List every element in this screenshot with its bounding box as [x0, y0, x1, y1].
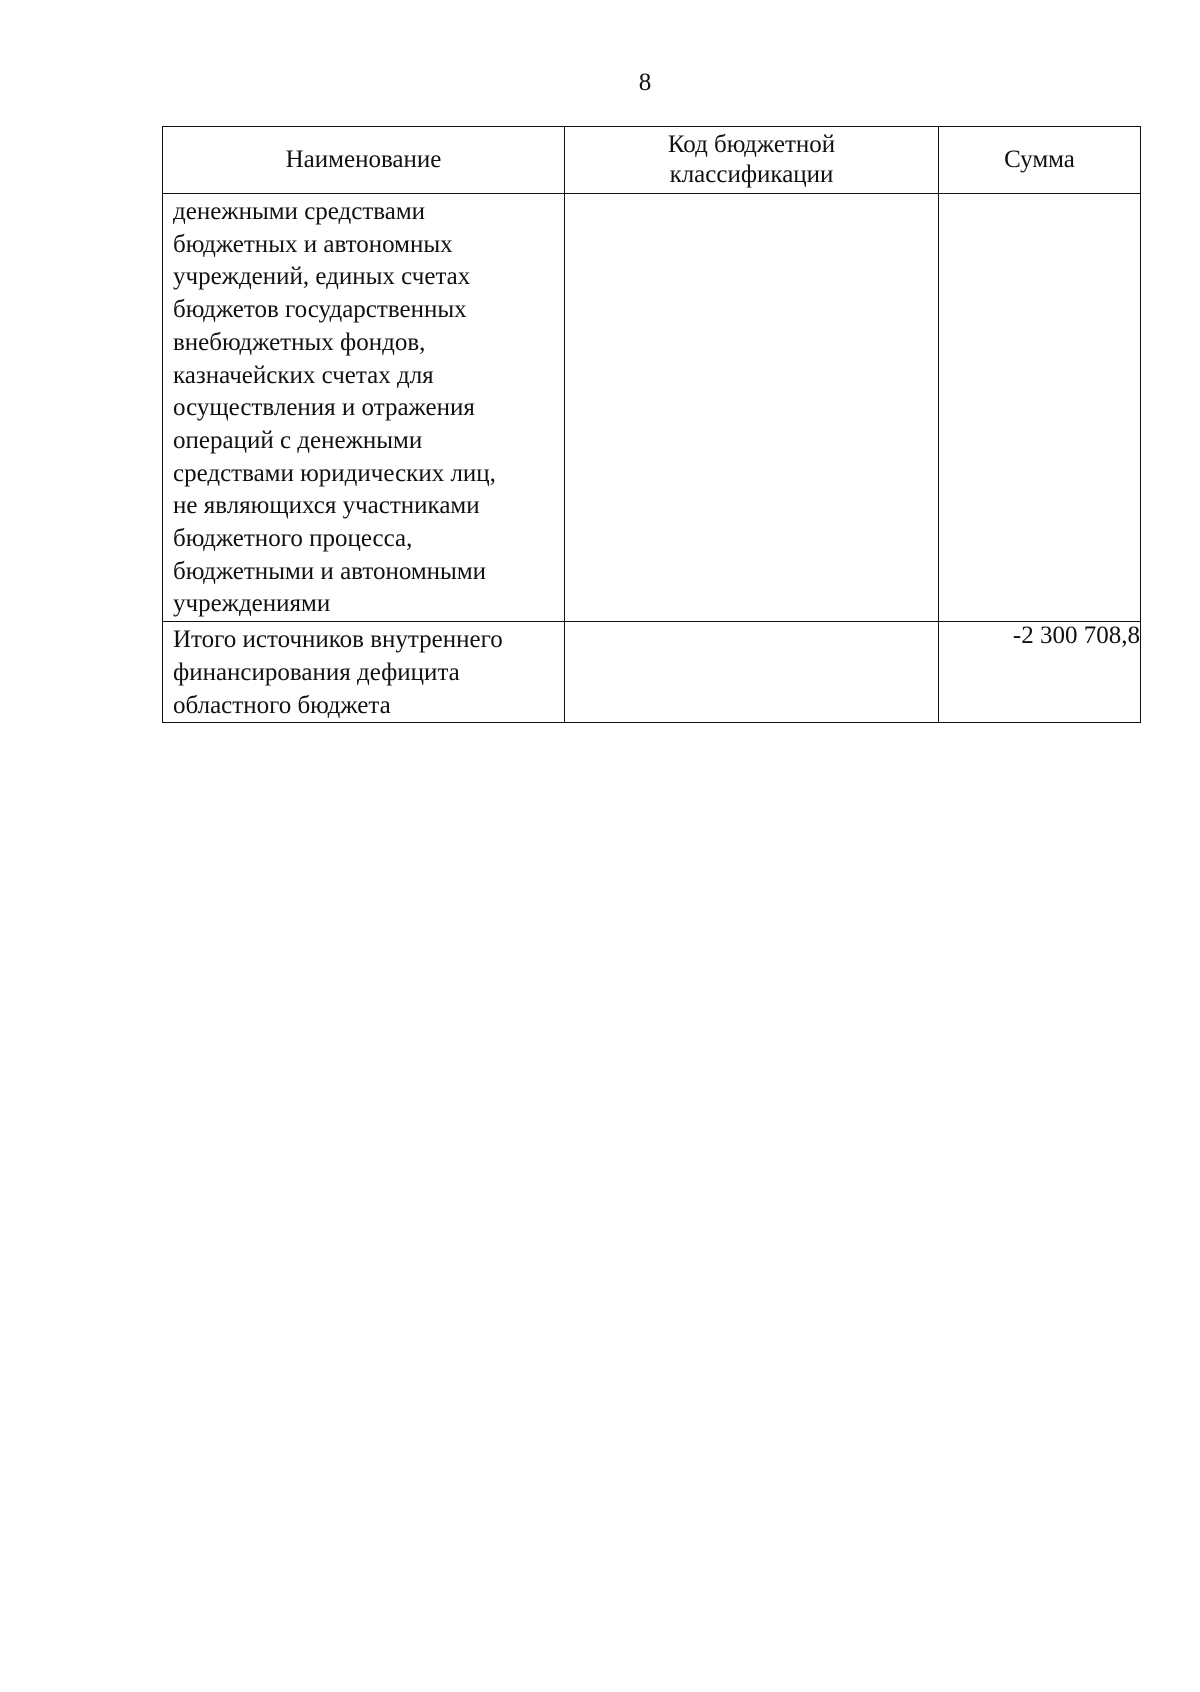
name-line: бюджетов государственных	[173, 296, 467, 324]
name-line: казначейских счетах для	[173, 361, 434, 389]
name-line: не являющихся участниками	[173, 492, 480, 520]
page-number: 8	[638, 69, 652, 96]
name-line: бюджетного процесса,	[173, 525, 413, 553]
name-line: денежными средствами	[173, 198, 426, 225]
name-line: средствами юридических лиц,	[173, 459, 496, 487]
name-line: учреждениями	[173, 590, 331, 618]
cell-name	[163, 194, 565, 622]
name-line: бюджетных и автономных	[173, 230, 453, 258]
name-line: внебюджетных фондов,	[173, 328, 426, 356]
header-code: Код бюджетной классификации	[565, 127, 939, 194]
table-row-total	[163, 622, 1141, 723]
name-line: осуществления и отражения	[173, 394, 475, 422]
cell-code	[565, 622, 939, 723]
sources-table	[162, 126, 1141, 723]
table-header-row	[163, 127, 1141, 194]
name-line: учреждений, единых счетах	[173, 263, 471, 291]
cell-name-text	[163, 194, 564, 621]
name-line: бюджетными и автономными	[173, 557, 487, 585]
cell-name-text	[163, 622, 564, 722]
cell-name	[163, 622, 565, 723]
cell-sum-total: -2 300 708,8	[939, 622, 1141, 723]
table-row	[163, 194, 1141, 622]
header-name: Наименование	[163, 127, 565, 194]
name-line: областного бюджета	[173, 691, 391, 719]
cell-code	[565, 194, 939, 622]
cell-sum	[939, 194, 1141, 622]
header-sum: Сумма	[939, 127, 1141, 194]
name-line: операций с денежными	[173, 426, 423, 454]
name-line: финансирования дефицита	[173, 658, 460, 686]
name-line: Итого источников внутреннего	[173, 626, 503, 654]
